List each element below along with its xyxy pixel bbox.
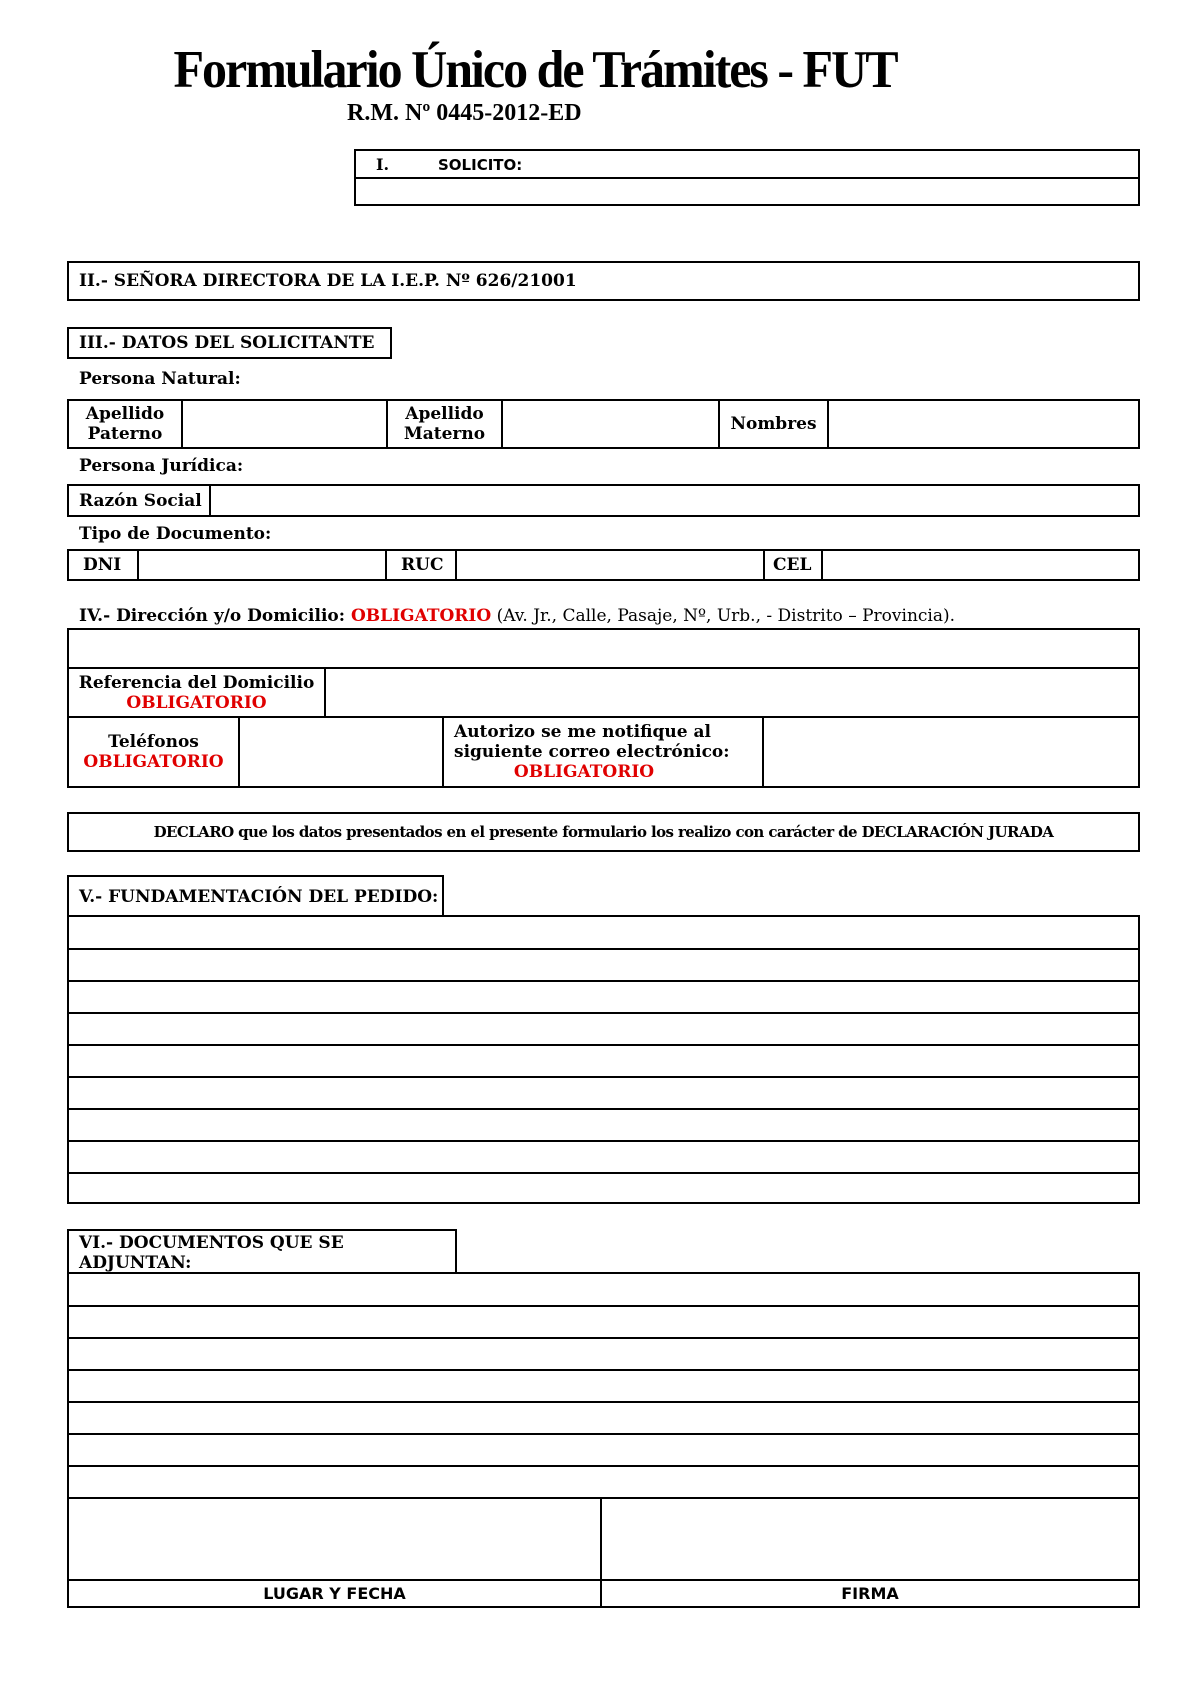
signature-block — [67, 1497, 1140, 1608]
tipo-documento-label: Tipo de Documento: — [79, 524, 272, 544]
correo-label: Autorizo se me notifique al siguiente correo electrónico: OBLIGATORIO — [454, 722, 730, 782]
referencia-field[interactable] — [326, 669, 1138, 716]
nombres-field[interactable] — [829, 401, 1138, 447]
nombres-label: Nombres — [730, 414, 817, 434]
razon-social-row — [67, 484, 1140, 517]
section-label-solicito: SOLICITO: — [438, 156, 523, 174]
persona-natural-row — [67, 399, 1140, 449]
firma-field[interactable] — [602, 1499, 1138, 1579]
section-label-fundamentacion: V.- FUNDAMENTACIÓN DEL PEDIDO: — [79, 887, 439, 907]
fundamentacion-lines[interactable] — [67, 915, 1140, 1204]
persona-natural-label: Persona Natural: — [79, 369, 241, 389]
apellido-paterno-label: Apellido Paterno — [85, 404, 165, 444]
section-label-datos: III.- DATOS DEL SOLICITANTE — [79, 333, 375, 353]
section-label-documentos: VI.- DOCUMENTOS QUE SE ADJUNTAN: — [79, 1232, 344, 1273]
form-title: Formulario Único de Trámites - FUT — [173, 39, 897, 99]
lugar-fecha-label: LUGAR Y FECHA — [263, 1583, 406, 1603]
section-directora — [67, 261, 1140, 301]
section-datos-header — [67, 327, 392, 359]
apellido-paterno-field[interactable] — [183, 401, 386, 447]
razon-social-field[interactable] — [211, 486, 1138, 515]
direccion-table — [67, 628, 1140, 788]
cel-label: CEL — [773, 555, 812, 575]
dni-field[interactable] — [139, 551, 385, 579]
documentos-header — [67, 1229, 457, 1274]
solicito-field[interactable] — [356, 179, 1138, 204]
direccion-field[interactable] — [69, 630, 1138, 667]
apellido-materno-field[interactable] — [503, 401, 718, 447]
apellido-materno-label: Apellido Materno — [403, 404, 486, 444]
razon-social-label: Razón Social — [79, 490, 202, 511]
ruc-field[interactable] — [457, 551, 763, 579]
ruc-label: RUC — [401, 555, 444, 575]
form-subtitle: R.M. Nº 0445-2012-ED — [347, 100, 582, 126]
section-number-1: I. — [376, 155, 390, 174]
documentos-lines[interactable] — [67, 1272, 1140, 1499]
firma-label: FIRMA — [841, 1583, 899, 1603]
declaracion-jurada — [67, 812, 1140, 852]
section-label-directora: II.- SEÑORA DIRECTORA DE LA I.E.P. Nº 626/21001 — [79, 271, 577, 291]
fundamentacion-header — [67, 875, 444, 917]
section-solicito — [354, 149, 1140, 206]
telefonos-field[interactable] — [240, 718, 442, 786]
referencia-label: Referencia del Domicilio OBLIGATORIO — [78, 672, 315, 713]
dni-label: DNI — [83, 555, 122, 575]
cel-field[interactable] — [823, 551, 1138, 579]
persona-juridica-label: Persona Jurídica: — [79, 456, 244, 476]
tipo-documento-row — [67, 549, 1140, 581]
lugar-fecha-field[interactable] — [69, 1499, 600, 1579]
telefonos-label: Teléfonos OBLIGATORIO — [83, 732, 224, 772]
declaracion-text: DECLARO que los datos presentados en el presente formulario los realizo con carácter de DECLARACIÓN JURADA — [153, 823, 1054, 841]
direccion-label: IV.- Dirección y/o Domicilio: OBLIGATORIO (Av. Jr., Calle, Pasaje, Nº, Urb., - Distrito – Provincia). — [79, 606, 956, 626]
correo-field[interactable] — [764, 718, 1138, 786]
